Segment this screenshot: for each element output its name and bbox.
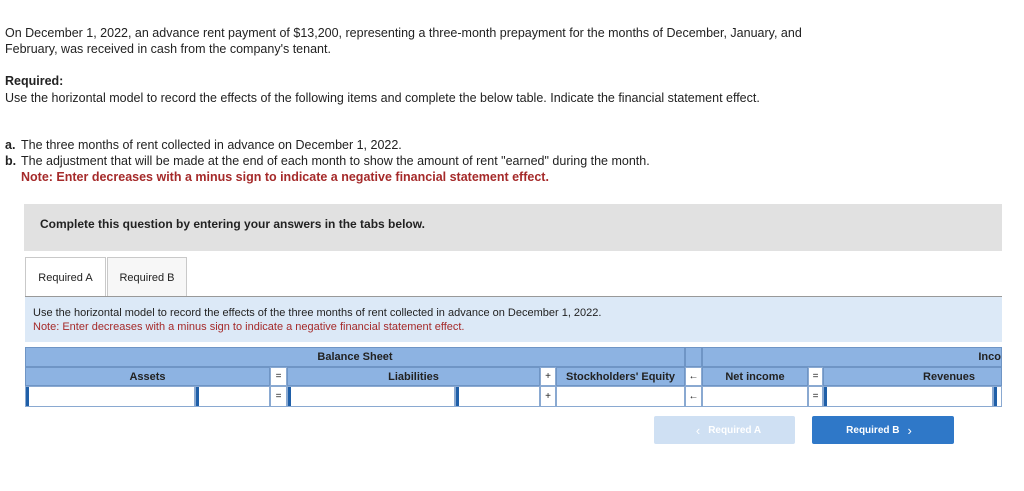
chevron-right-icon: › — [907, 422, 912, 438]
liabilities-input-1[interactable] — [287, 386, 455, 407]
revenues-input-2[interactable] — [993, 386, 1002, 407]
liabilities-input-2[interactable] — [455, 386, 540, 407]
stockholders-equity-header: Stockholders' Equity — [556, 367, 685, 386]
equals-operator: = — [270, 367, 287, 386]
required-text: Use the horizontal model to record the effects of the following items and complete the below table. Indicate the financial statement effect. — [5, 91, 760, 105]
tab-required-b[interactable]: Required B — [107, 257, 187, 297]
prev-required-button[interactable] — [654, 416, 795, 444]
next-required-button[interactable] — [812, 416, 954, 444]
item-text: The adjustment that will be made at the end of each month to show the amount of rent "earned" during the month. — [21, 154, 650, 168]
equals-operator: = — [808, 386, 823, 407]
net-income-header: Net income — [702, 367, 808, 386]
assets-field-1[interactable] — [26, 388, 194, 407]
arrow-left-icon: ← — [685, 386, 702, 407]
item-text: The three months of rent collected in advance on December 1, 2022. — [21, 138, 402, 152]
list-item — [5, 137, 825, 153]
list-item — [5, 153, 825, 169]
requirement-list — [5, 137, 825, 185]
revenues-input-1[interactable] — [823, 386, 993, 407]
plus-operator: + — [540, 386, 556, 407]
liabilities-field-1[interactable] — [288, 388, 454, 407]
banner-text: Complete this question by entering your answers in the tabs below. — [40, 217, 425, 231]
income-statement-header: Inco — [702, 347, 1002, 367]
balance-sheet-header: Balance Sheet — [25, 347, 685, 367]
prev-button-label: Required A — [708, 424, 762, 436]
equity-input[interactable] — [556, 386, 685, 407]
revenues-field-1[interactable] — [824, 388, 992, 407]
problem-statement: On December 1, 2022, an advance rent payment of $13,200, representing a three-month prepayment for the months of December, January, and February, was received in cash from the company's tenant. — [5, 26, 802, 56]
plus-operator: + — [540, 367, 556, 386]
item-label: b. — [5, 154, 17, 168]
tab-bar — [25, 257, 187, 297]
instructions-banner — [24, 204, 1002, 251]
assets-field-2[interactable] — [196, 388, 269, 407]
equals-operator: = — [808, 367, 823, 386]
header-spacer — [685, 347, 702, 367]
instruction-panel — [25, 297, 1002, 342]
next-button-label: Required B — [846, 424, 900, 436]
net-income-field[interactable] — [703, 388, 807, 407]
equity-field[interactable] — [557, 388, 684, 407]
assets-input-2[interactable] — [195, 386, 270, 407]
assets-header: Assets — [25, 367, 270, 386]
tab-required-a[interactable]: Required A — [25, 257, 106, 297]
horizontal-model-table — [25, 347, 1002, 409]
assets-input-1[interactable] — [25, 386, 195, 407]
net-income-input[interactable] — [702, 386, 808, 407]
note-text: Note: Enter decreases with a minus sign to indicate a negative financial statement effect. — [21, 170, 549, 184]
required-heading: Required: — [5, 74, 64, 88]
panel-instruction: Use the horizontal model to record the effects of the three months of rent collected in advance on December 1, 2022. — [33, 307, 602, 319]
liabilities-field-2[interactable] — [456, 388, 539, 407]
arrow-left-icon: ← — [685, 367, 702, 386]
item-label: a. — [5, 138, 16, 152]
liabilities-header: Liabilities — [287, 367, 540, 386]
panel-note: Note: Enter decreases with a minus sign to indicate a negative financial statement effect. — [33, 321, 465, 333]
chevron-left-icon: ‹ — [695, 422, 701, 438]
equals-operator: = — [270, 386, 287, 407]
revenues-header: Revenues — [823, 367, 1002, 386]
